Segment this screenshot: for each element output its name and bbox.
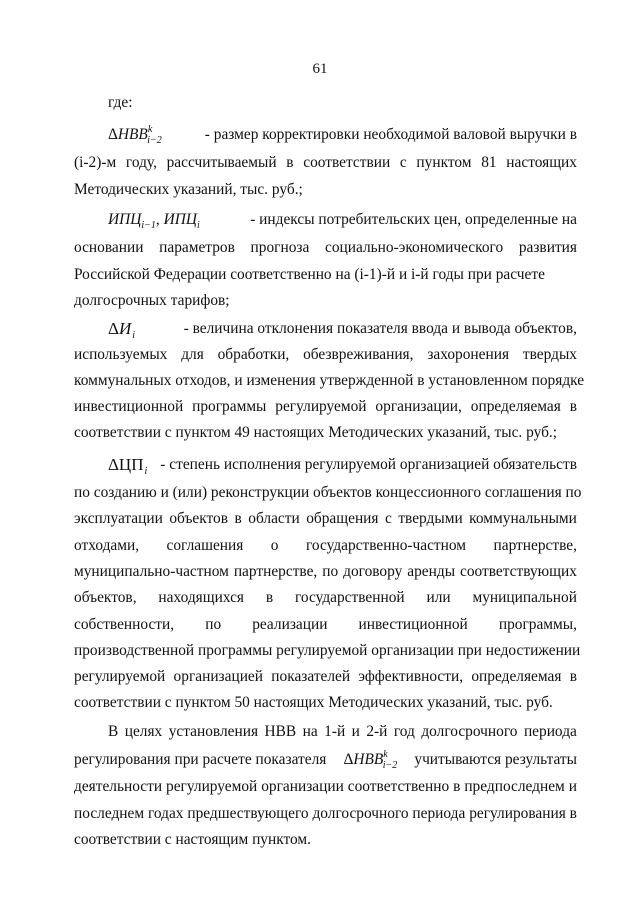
dcp-definition-line-5: [74, 562, 577, 582]
word: соответствии: [303, 154, 391, 171]
word: долгосрочного: [312, 805, 409, 822]
word: (i-2)-м: [74, 154, 117, 171]
dcp-definition-line-2: по созданию и (или) реконструкции объектов концессионного соглашения по: [74, 484, 582, 501]
word: твердыми: [398, 510, 463, 527]
di-definition-line-3: коммунальных отходов, и изменения утвержденной в установленном порядке: [74, 372, 585, 389]
word: и: [568, 778, 577, 795]
word: параметров: [159, 239, 235, 256]
dcp-definition-line-10: соответствии с пунктом 50 настоящих Методических указаний, тыс. руб.: [74, 694, 553, 711]
dcp-definition-line-6: [74, 588, 577, 608]
word: программы: [192, 398, 267, 415]
word: по: [322, 563, 339, 580]
word: или: [426, 589, 451, 606]
dcp-text-1: - степень исполнения регулируемой организацией обязательств: [160, 456, 577, 473]
word: на: [302, 723, 318, 740]
word: целях: [124, 723, 163, 740]
word: эффективности,: [358, 668, 464, 685]
word: с: [384, 510, 392, 527]
word: инвестиционной: [358, 616, 468, 633]
nvv-inline-symbol: $\Delta НВВ^k_{i-2}$: [343, 749, 398, 771]
word: используемых: [74, 346, 168, 363]
word: 2-й: [366, 723, 388, 740]
word: 1-й: [324, 723, 346, 740]
word: отходами,: [74, 537, 140, 554]
word: 81: [481, 154, 497, 171]
di-definition-line-4: [74, 397, 577, 417]
word: договору: [343, 563, 403, 580]
word: программы,: [498, 616, 577, 633]
word: обезвреживания,: [303, 346, 414, 363]
word: инвестиционной: [74, 398, 184, 415]
word: предпоследнем: [464, 778, 565, 795]
di-definition-line-1: [108, 319, 577, 342]
dcp-definition-line-7: [74, 615, 577, 635]
word: год: [393, 723, 415, 740]
word: периода: [412, 805, 466, 822]
nvv-definition-line-3: Методических указаний, тыс. руб.;: [74, 181, 303, 198]
word: В: [108, 723, 119, 740]
nvv-definition-line-1: [108, 125, 577, 147]
final-paragraph-line-1: [108, 722, 577, 742]
dcp-definition-line-8: производственной программы регулируемой организации при недостижении: [74, 642, 581, 659]
final-paragraph-line-3: [74, 777, 577, 797]
word: партнерстве,: [493, 537, 577, 554]
word: для: [181, 346, 204, 363]
intro-text: где:: [108, 94, 133, 111]
word: реализации: [252, 616, 328, 633]
dcp-definition-line-3: [74, 509, 577, 529]
word: в: [569, 668, 577, 685]
word: по: [205, 616, 222, 633]
ipc-symbol: $ИПЦ_{i-1}$, $ИПЦ_i$: [108, 211, 200, 231]
word: определяемая: [471, 668, 562, 685]
word: в: [569, 805, 577, 822]
word: НВВ: [264, 723, 297, 740]
ipc-definition-line-3: Российской Федерации соответственно на (i-1)-й и i-й годы при расчете: [74, 266, 545, 283]
dcp-definition-line-4: [74, 536, 577, 556]
word: социально-экономического: [325, 239, 504, 256]
word: захоронения: [427, 346, 510, 363]
word: обработки,: [217, 346, 290, 363]
ipc-definition-line-2: [74, 238, 577, 258]
word: регулируемой: [166, 778, 258, 795]
dcp-definition-line-1: [108, 455, 577, 478]
word: регулируемой: [275, 398, 367, 415]
nvv-symbol: $\Delta НВВ^k_{i-2}$: [108, 124, 162, 146]
word: организации: [261, 778, 344, 795]
di-symbol: $\Delta И_i$: [108, 319, 135, 341]
word: предшествующего: [187, 805, 309, 822]
word: основании: [74, 239, 144, 256]
word: годах: [147, 805, 184, 822]
word: соответственно: [347, 778, 450, 795]
word: в: [286, 154, 294, 171]
word: соглашения: [166, 537, 244, 554]
word: организации,: [375, 398, 462, 415]
word: государственно-частном: [305, 537, 467, 554]
word: соответствующих: [460, 563, 577, 580]
word: регулируемой: [74, 668, 166, 685]
di-text-1: - величина отклонения показателя ввода и вывода объектов,: [183, 320, 577, 337]
word: долгосрочного: [421, 723, 518, 740]
page-number: 61: [312, 61, 328, 77]
final-paragraph-line-5: соответствии с настоящим пунктом.: [74, 831, 312, 848]
word: определяемая: [470, 398, 561, 415]
word: периода: [523, 723, 577, 740]
word: рассчитываемый: [166, 154, 277, 171]
ipc-text-1: - индексы потребительских цен, определенные на: [250, 211, 577, 228]
word: аренды: [407, 563, 456, 580]
word: последнем: [74, 805, 145, 822]
word: собственности,: [74, 616, 175, 633]
di-definition-line-5: соответствии с пунктом 49 настоящих Методических указаний, тыс. руб.;: [74, 424, 558, 441]
word: о: [270, 537, 279, 554]
word: эксплуатации: [74, 510, 163, 527]
ipc-definition-line-1: [108, 210, 577, 232]
word: муниципальной: [472, 589, 577, 606]
word: государственной: [294, 589, 405, 606]
di-definition-line-2: [74, 345, 577, 365]
word: муниципально-частном: [74, 563, 229, 580]
word: с: [399, 154, 407, 171]
word: коммунальными: [469, 510, 577, 527]
word: году,: [125, 154, 157, 171]
word: прогноза: [250, 239, 310, 256]
ipc-definition-line-4: долгосрочных тарифов;: [74, 292, 230, 309]
word: объектов: [169, 510, 229, 527]
word: обращения: [306, 510, 379, 527]
final-paragraph-line-2: регулирования при расчете показателя $\Delta НВВ^k_{i-2}$ учитываются результаты: [74, 749, 577, 771]
final-paragraph-line-4: [74, 804, 577, 824]
word: установления: [168, 723, 259, 740]
word: показателей: [271, 668, 351, 685]
word: партнерстве,: [233, 563, 318, 580]
word: и: [351, 723, 360, 740]
word: в: [569, 398, 577, 415]
nvv-definition-line-2: [74, 153, 577, 173]
nvv-text-1: - размер корректировки необходимой валовой выручки в: [204, 126, 577, 143]
word: объектов,: [74, 589, 137, 606]
word: деятельности: [74, 778, 163, 795]
word: твердых: [522, 346, 577, 363]
word: области: [248, 510, 300, 527]
dcp-definition-line-9: [74, 667, 577, 687]
word: в: [265, 589, 274, 606]
word: организацией: [173, 668, 264, 685]
word: в: [453, 778, 461, 795]
dcp-symbol: $\Delta ЦП_i$: [108, 455, 148, 477]
word: в: [234, 510, 242, 527]
word: пунктом: [416, 154, 472, 171]
word: развития: [518, 239, 577, 256]
word: находящихся: [158, 589, 244, 606]
word: регулирования: [469, 805, 566, 822]
word: настоящих: [506, 154, 577, 171]
